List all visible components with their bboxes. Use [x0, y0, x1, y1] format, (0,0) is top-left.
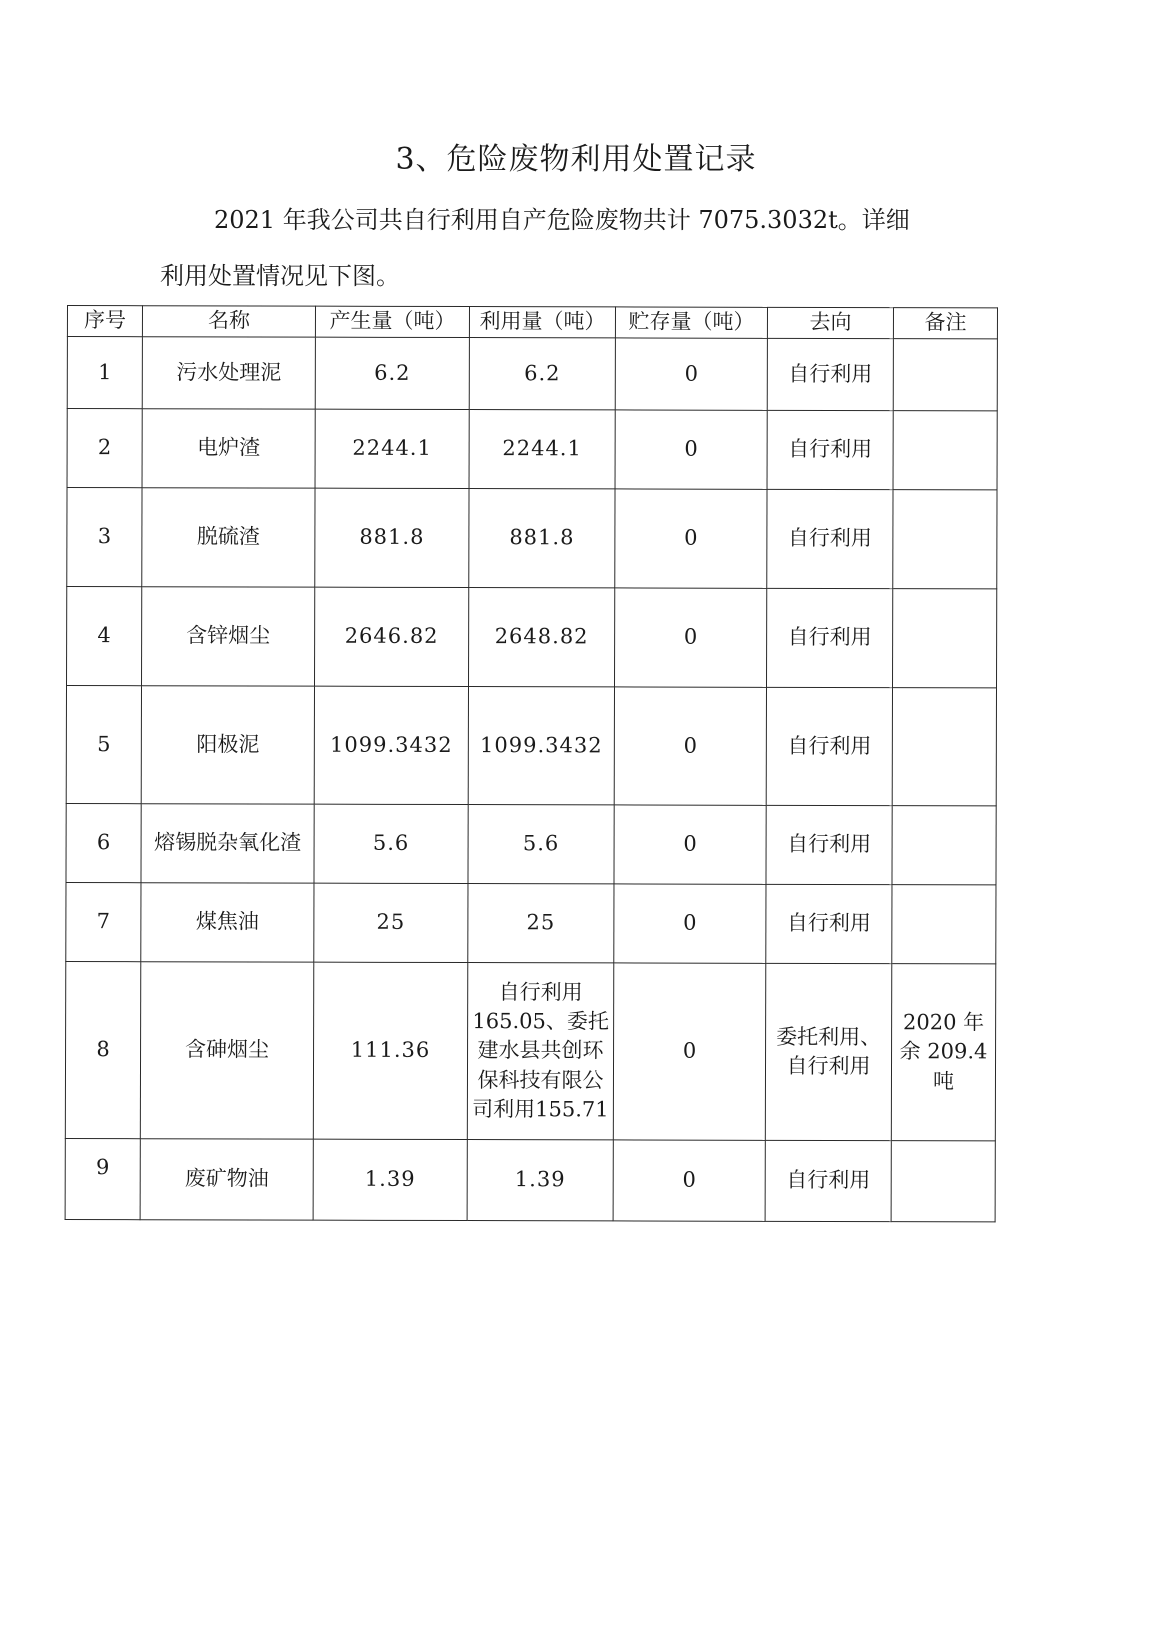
cell-used: 1.39 [467, 1140, 613, 1221]
cell-produced: 5.6 [314, 804, 468, 883]
cell-note [893, 411, 997, 490]
table-row [65, 961, 995, 1140]
cell-no: 1 [67, 337, 142, 409]
intro-line-1: 2021 年我公司共自行利用自产危险废物共计 7075.3032t。详细 [214, 206, 910, 234]
cell-name: 含锌烟尘 [142, 587, 315, 686]
cell-destination: 自行利用 [767, 410, 893, 489]
cell-used: 5.6 [468, 805, 614, 884]
table-row [67, 488, 997, 589]
cell-destination: 自行利用 [765, 1140, 891, 1221]
cell-used: 6.2 [469, 338, 615, 410]
cell-destination: 自行利用 [766, 805, 892, 884]
table-row [66, 882, 996, 963]
cell-stored: 0 [615, 410, 767, 489]
header-name: 名称 [142, 306, 315, 337]
cell-no: 6 [66, 803, 141, 882]
intro-line-2: 利用处置情况见下图。 [160, 262, 400, 290]
cell-used: 25 [468, 884, 614, 963]
cell-no: 2 [67, 409, 142, 488]
cell-destination: 委托利用、自行利用 [765, 963, 891, 1140]
cell-note [893, 339, 997, 411]
cell-used: 2244.1 [469, 410, 615, 489]
cell-stored: 0 [615, 588, 767, 687]
cell-name: 脱硫渣 [142, 488, 315, 587]
cell-produced: 2646.82 [315, 587, 469, 686]
cell-produced: 2244.1 [315, 409, 469, 488]
cell-no: 5 [66, 686, 141, 804]
hazardous-waste-table [65, 305, 998, 1222]
cell-name: 污水处理泥 [142, 337, 315, 409]
header-stored: 贮存量（吨） [615, 307, 767, 338]
cell-note [892, 806, 996, 885]
cell-stored: 0 [615, 338, 767, 410]
table-row [67, 587, 997, 688]
cell-name: 阳极泥 [141, 686, 314, 804]
cell-destination: 自行利用 [767, 489, 893, 588]
cell-produced: 881.8 [315, 488, 469, 587]
table-row [65, 1138, 995, 1221]
cell-name: 废矿物油 [140, 1139, 313, 1220]
cell-destination: 自行利用 [766, 687, 892, 805]
cell-used: 2648.82 [469, 588, 615, 687]
cell-no: 9 [65, 1138, 140, 1219]
cell-note [893, 490, 997, 589]
cell-used: 1099.3432 [468, 687, 614, 805]
cell-produced: 1.39 [313, 1139, 467, 1220]
cell-name: 含砷烟尘 [140, 962, 313, 1139]
cell-stored: 0 [614, 805, 766, 884]
cell-destination: 自行利用 [767, 588, 893, 687]
cell-no: 4 [67, 587, 142, 686]
cell-produced: 111.36 [313, 962, 467, 1139]
cell-produced: 1099.3432 [314, 686, 468, 804]
cell-stored: 0 [613, 963, 765, 1140]
cell-stored: 0 [614, 884, 766, 963]
cell-name: 煤焦油 [141, 883, 314, 962]
cell-name: 熔锡脱杂氧化渣 [141, 804, 314, 883]
cell-note [891, 1141, 995, 1222]
cell-note: 2020 年余 209.4 吨 [891, 964, 995, 1141]
header-used: 利用量（吨） [469, 307, 615, 338]
cell-produced: 6.2 [315, 337, 469, 409]
cell-used: 881.8 [469, 489, 615, 588]
header-destination: 去向 [767, 307, 893, 338]
cell-stored: 0 [613, 1140, 765, 1221]
cell-destination: 自行利用 [767, 338, 893, 410]
cell-produced: 25 [314, 883, 468, 962]
header-produced: 产生量（吨） [315, 306, 469, 337]
cell-no: 8 [65, 961, 140, 1138]
cell-destination: 自行利用 [766, 884, 892, 963]
cell-note [893, 589, 997, 688]
cell-used: 自行利用165.05、委托建水县共创环保科技有限公司利用155.71 [467, 963, 613, 1140]
cell-name: 电炉渣 [142, 409, 315, 488]
table-row [66, 803, 996, 884]
section-heading: 3、危险废物利用处置记录 [395, 142, 757, 177]
table-row [66, 686, 996, 806]
header-no: 序号 [67, 306, 142, 337]
cell-note [892, 885, 996, 964]
header-note: 备注 [893, 308, 997, 339]
table-row [67, 337, 997, 411]
table-header-row [67, 306, 997, 339]
table-row [67, 409, 997, 490]
cell-stored: 0 [614, 687, 766, 805]
cell-stored: 0 [615, 489, 767, 588]
cell-note [892, 688, 996, 806]
cell-no: 7 [66, 882, 141, 961]
cell-no: 3 [67, 488, 142, 587]
